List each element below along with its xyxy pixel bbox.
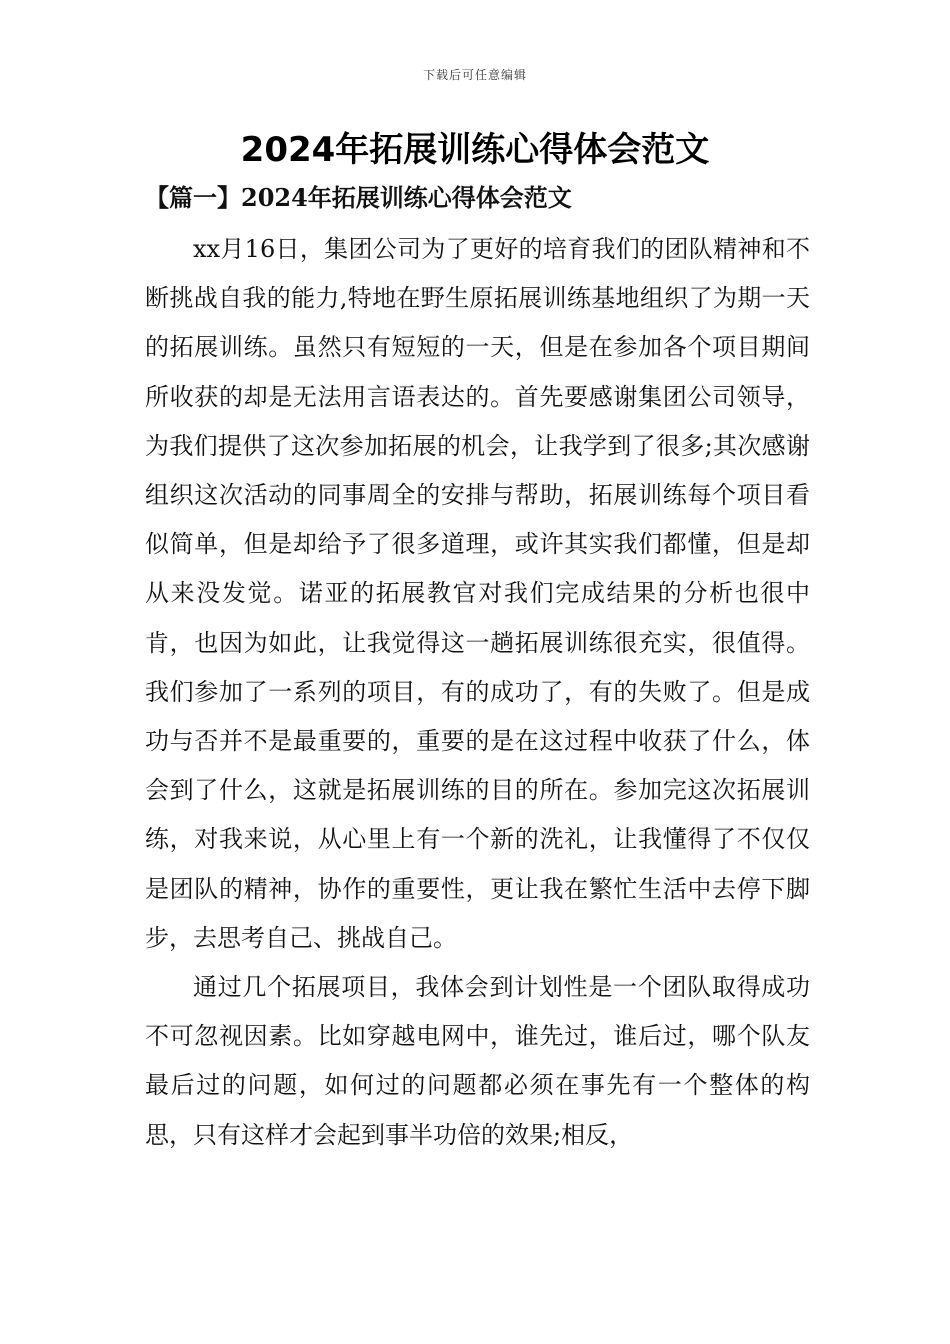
document-title: 2024年拓展训练心得体会范文 xyxy=(240,130,710,170)
body-text xyxy=(145,225,810,1160)
paragraph-2: 通过几个拓展项目，我体会到计划性是一个团队取得成功不可忽视因素。比如穿越电网中，谁先过，谁后过，哪个队友最后过的问题，如何过的问题都必须在事先有一个整体的构思，只有这样才会起到事半功倍的效果;相反， xyxy=(145,973,810,1149)
paragraph-1: xx月16日，集团公司为了更好的培育我们的团队精神和不断挑战自我的能力,特地在野生原拓展训练基地组织了为期一天的拓展训练。虽然只有短短的一天，但是在参加各个项目期间所收获的却是无法用言语表达的。首先要感谢集团公司领导，为我们提供了这次参加拓展的机会，让我学到了很多;其次感谢组织这次活动的同事周全的安排与帮助，拓展训练每个项目看似简单，但是却给予了很多道理，或许其实我们都懂，但是却从来没发觉。诺亚的拓展教官对我们完成结果的分析也很中肯，也因为如此，让我觉得这一趟拓展训练很充实，很值得。我们参加了一系列的项目，有的成功了，有的失败了。但是成功与否并不是最重要的，重要的是在这过程中收获了什么，体会到了什么，这就是拓展训练的目的所在。参加完这次拓展训练，对我来说，从心里上有一个新的洗礼，让我懂得了不仅仅是团队的精神，协作的重要性，更让我在繁忙生活中去停下脚步，去思考自己、挑战自己。 xyxy=(145,235,810,952)
section-heading: 【篇一】2024年拓展训练心得体会范文 xyxy=(145,183,572,212)
header-note: 下载后可任意编辑 xyxy=(422,68,527,82)
